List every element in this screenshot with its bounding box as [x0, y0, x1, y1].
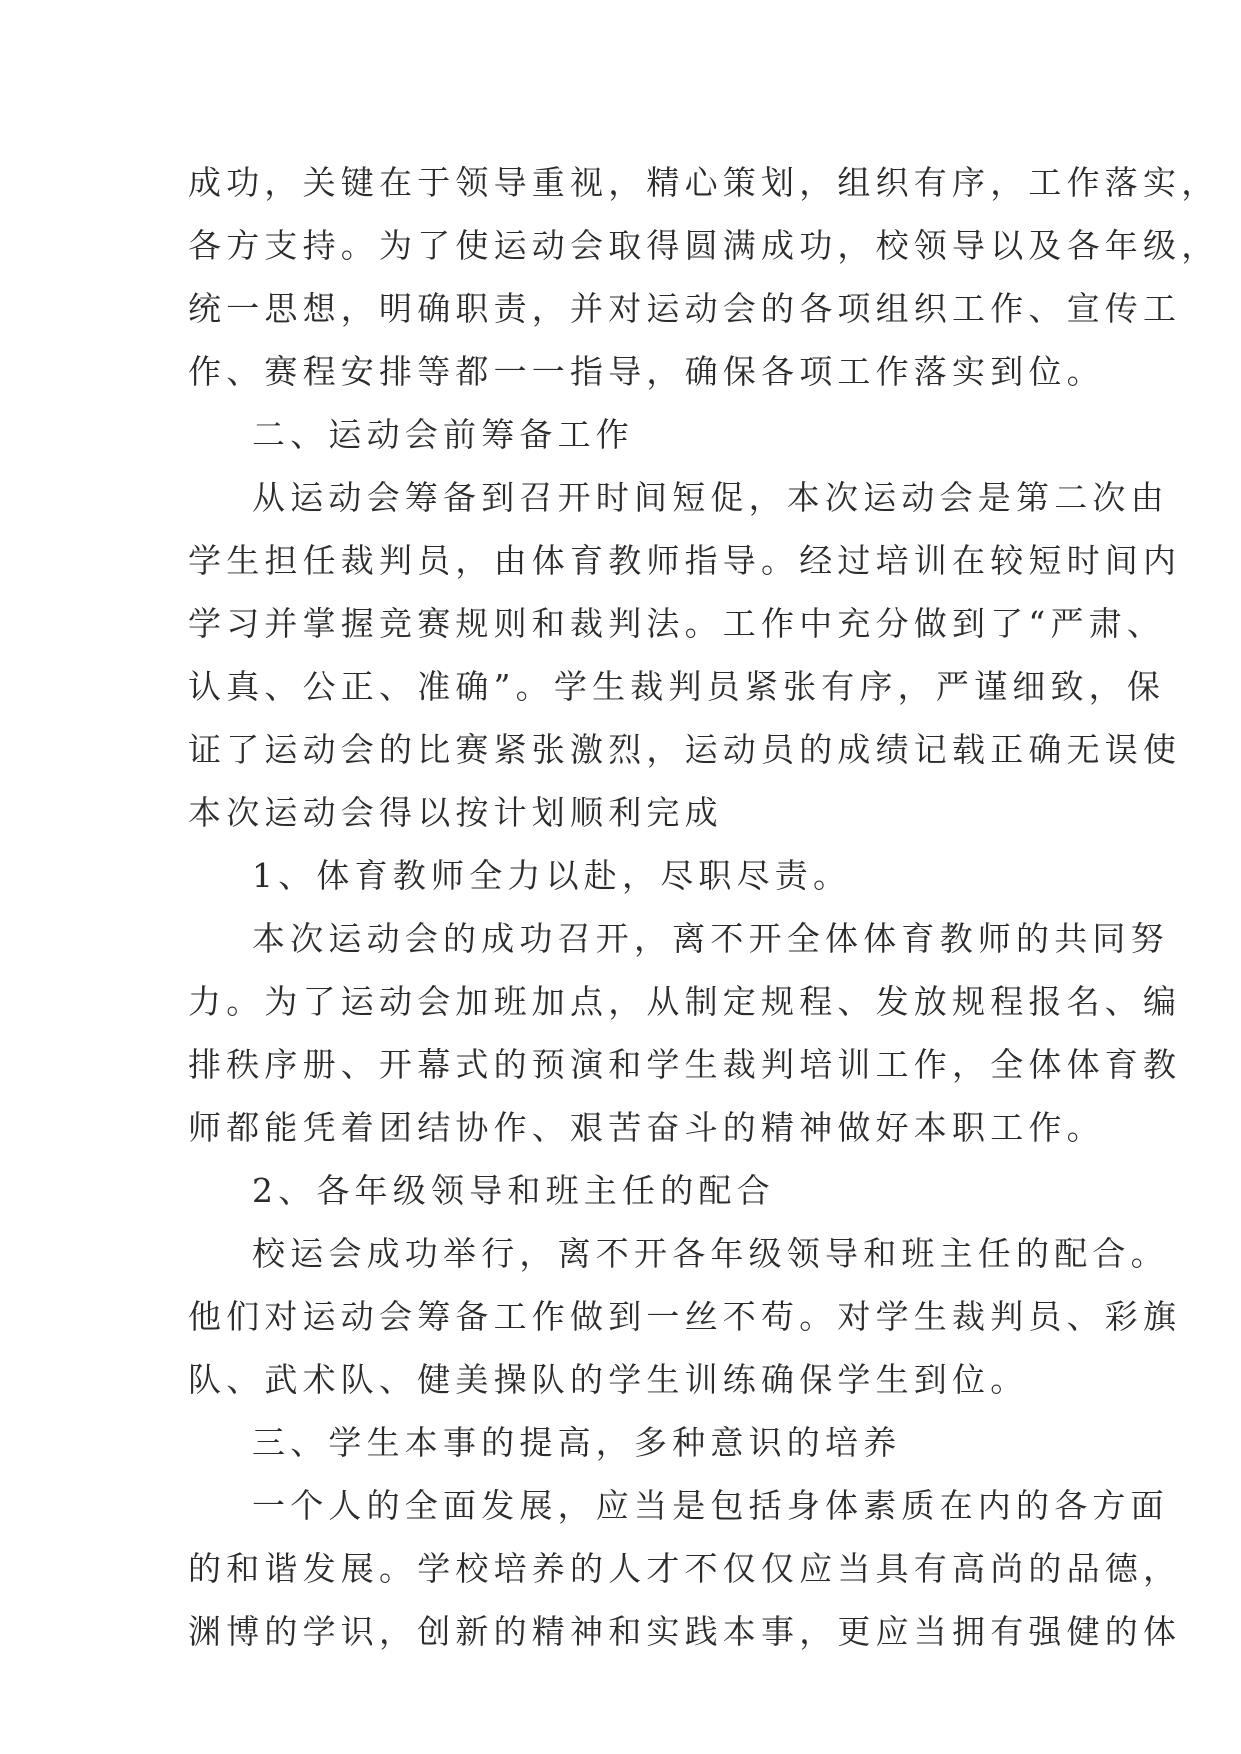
- text-line: 学生担任裁判员，由体育教师指导。经过培训在较短时间内: [188, 541, 1182, 580]
- text-line: 排秩序册、开幕式的预演和学生裁判培训工作，全体体育教: [188, 1045, 1182, 1084]
- text-line: 师都能凭着团结协作、艰苦奋斗的精神做好本职工作。: [188, 1108, 1105, 1147]
- text-line: 各方支持。为了使运动会取得圆满成功，校领导以及各年级，: [188, 226, 1220, 265]
- text-line: 一个人的全面发展，应当是包括身体素质在内的各方面: [252, 1486, 1169, 1525]
- text-line: 的和谐发展。学校培养的人才不仅仅应当具有高尚的品德，: [188, 1549, 1182, 1588]
- text-line: 统一思想，明确职责，并对运动会的各项组织工作、宣传工: [188, 289, 1182, 328]
- section-heading: 三、学生本事的提高，多种意识的培养: [252, 1423, 902, 1462]
- text-line: 本次运动会得以按计划顺利完成: [188, 793, 723, 832]
- text-line: 校运会成功举行，离不开各年级领导和班主任的配合。: [252, 1234, 1169, 1273]
- text-line: 证了运动会的比赛紧张激烈，运动员的成绩记载正确无误使: [188, 730, 1182, 769]
- text-line: 认真、公正、准确”。学生裁判员紧张有序，严谨细致，保: [188, 667, 1166, 706]
- text-line: 作、赛程安排等都一一指导，确保各项工作落实到位。: [188, 352, 1105, 391]
- text-line: 学习并掌握竞赛规则和裁判法。工作中充分做到了“严肃、: [188, 604, 1166, 643]
- section-heading: 二、运动会前筹备工作: [252, 415, 634, 454]
- text-line: 本次运动会的成功召开，离不开全体体育教师的共同努: [252, 919, 1169, 958]
- text-line: 成功，关键在于领导重视，精心策划，组织有序，工作落实，: [188, 163, 1220, 202]
- text-line: 力。为了运动会加班加点，从制定规程、发放规程报名、编: [188, 982, 1182, 1021]
- subsection-heading: 1、体育教师全力以赴，尽职尽责。: [252, 856, 852, 895]
- subsection-heading: 2、各年级领导和班主任的配合: [252, 1171, 775, 1210]
- text-line: 渊博的学识，创新的精神和实践本事，更应当拥有强健的体: [188, 1612, 1182, 1651]
- text-line: 队、武术队、健美操队的学生训练确保学生到位。: [188, 1360, 1029, 1399]
- text-line: 从运动会筹备到召开时间短促，本次运动会是第二次由: [252, 478, 1169, 517]
- text-line: 他们对运动会筹备工作做到一丝不苟。对学生裁判员、彩旗: [188, 1297, 1182, 1336]
